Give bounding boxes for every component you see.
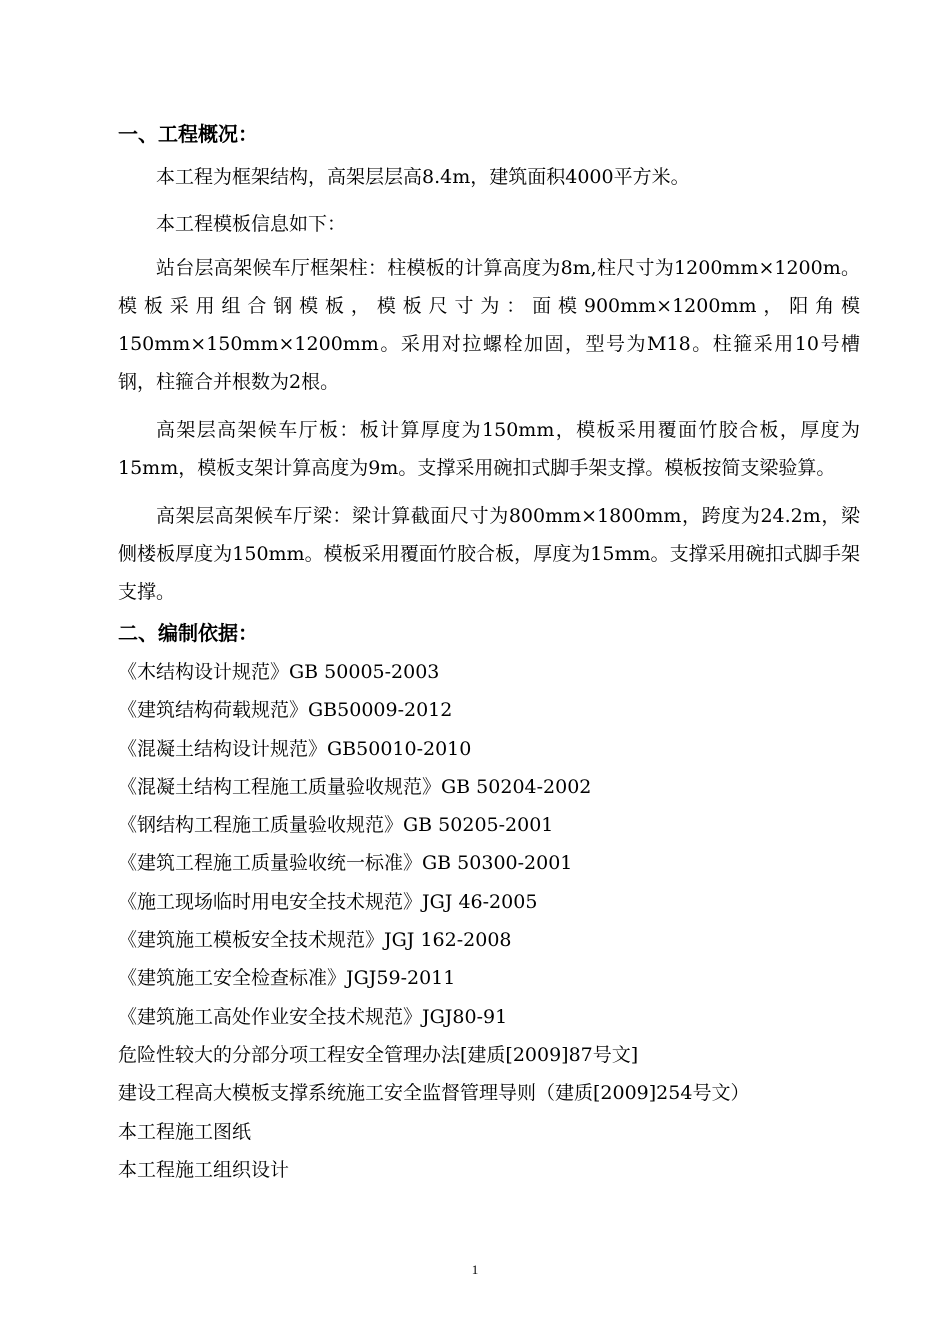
overview-paragraph-slab: 高架层高架候车厅板：板计算厚度为150mm，模板采用覆面竹胶合板，厚度为15mm，模板支架计算高度为9m。支撑采用碗扣式脚手架支撑。模板按简支梁验算。 [118,419,860,479]
reference-item: 危险性较大的分部分项工程安全管理办法[建质[2009]87号文] [118,1043,639,1066]
reference-item: 本工程施工组织设计 [118,1158,290,1181]
section-heading-overview: 一、工程概况： [118,122,258,146]
reference-item: 《建筑工程施工质量验收统一标准》GB 50300-2001 [118,852,573,875]
document-page [118,112,860,1189]
page-number: 1 [471,1262,479,1277]
overview-paragraph-structure: 本工程为框架结构，高架层层高8.4m，建筑面积4000平方米。 [156,166,690,188]
section-heading-basis: 二、编制依据： [118,621,258,645]
reference-item: 《建筑施工模板安全技术规范》JGJ 162-2008 [118,929,512,952]
overview-paragraph-beam: 高架层高架候车厅梁：梁计算截面尺寸为800mm×1800mm，跨度为24.2m，梁侧楼板厚度为150mm。模板采用覆面竹胶合板，厚度为15mm。支撑采用碗扣式脚手架支撑。 [118,505,860,603]
overview-paragraph-formwork-intro: 本工程模板信息如下： [156,213,347,235]
reference-item: 本工程施工图纸 [118,1120,252,1143]
overview-paragraph-columns: 站台层高架候车厅框架柱：柱模板的计算高度为8m,柱尺寸为1200mm×1200m。模板采用组合钢模板，模板尺寸为：面模900mm×1200mm，阳角模150mm×150mm×1200mm。采用对拉螺栓加固，型号为M18。柱箍采用10号槽钢，柱箍合并根数为2根。 [118,257,860,393]
reference-item: 《混凝土结构设计规范》GB50010-2010 [118,737,472,760]
reference-item: 《木结构设计规范》GB 50005-2003 [118,661,440,683]
reference-item: 《建筑施工安全检查标准》JGJ59-2011 [118,967,456,990]
reference-item: 《建筑施工高处作业安全技术规范》JGJ80-91 [118,1005,508,1028]
reference-list [118,653,860,1189]
reference-item: 《钢结构工程施工质量验收规范》GB 50205-2001 [118,814,554,837]
reference-item: 《混凝土结构工程施工质量验收规范》GB 50204-2002 [118,775,592,798]
reference-item: 《建筑结构荷载规范》GB50009-2012 [118,699,453,722]
reference-item: 建设工程高大模板支撑系统施工安全监督管理导则（建质[2009]254号文） [118,1082,750,1105]
reference-item: 《施工现场临时用电安全技术规范》JGJ 46-2005 [118,890,538,913]
